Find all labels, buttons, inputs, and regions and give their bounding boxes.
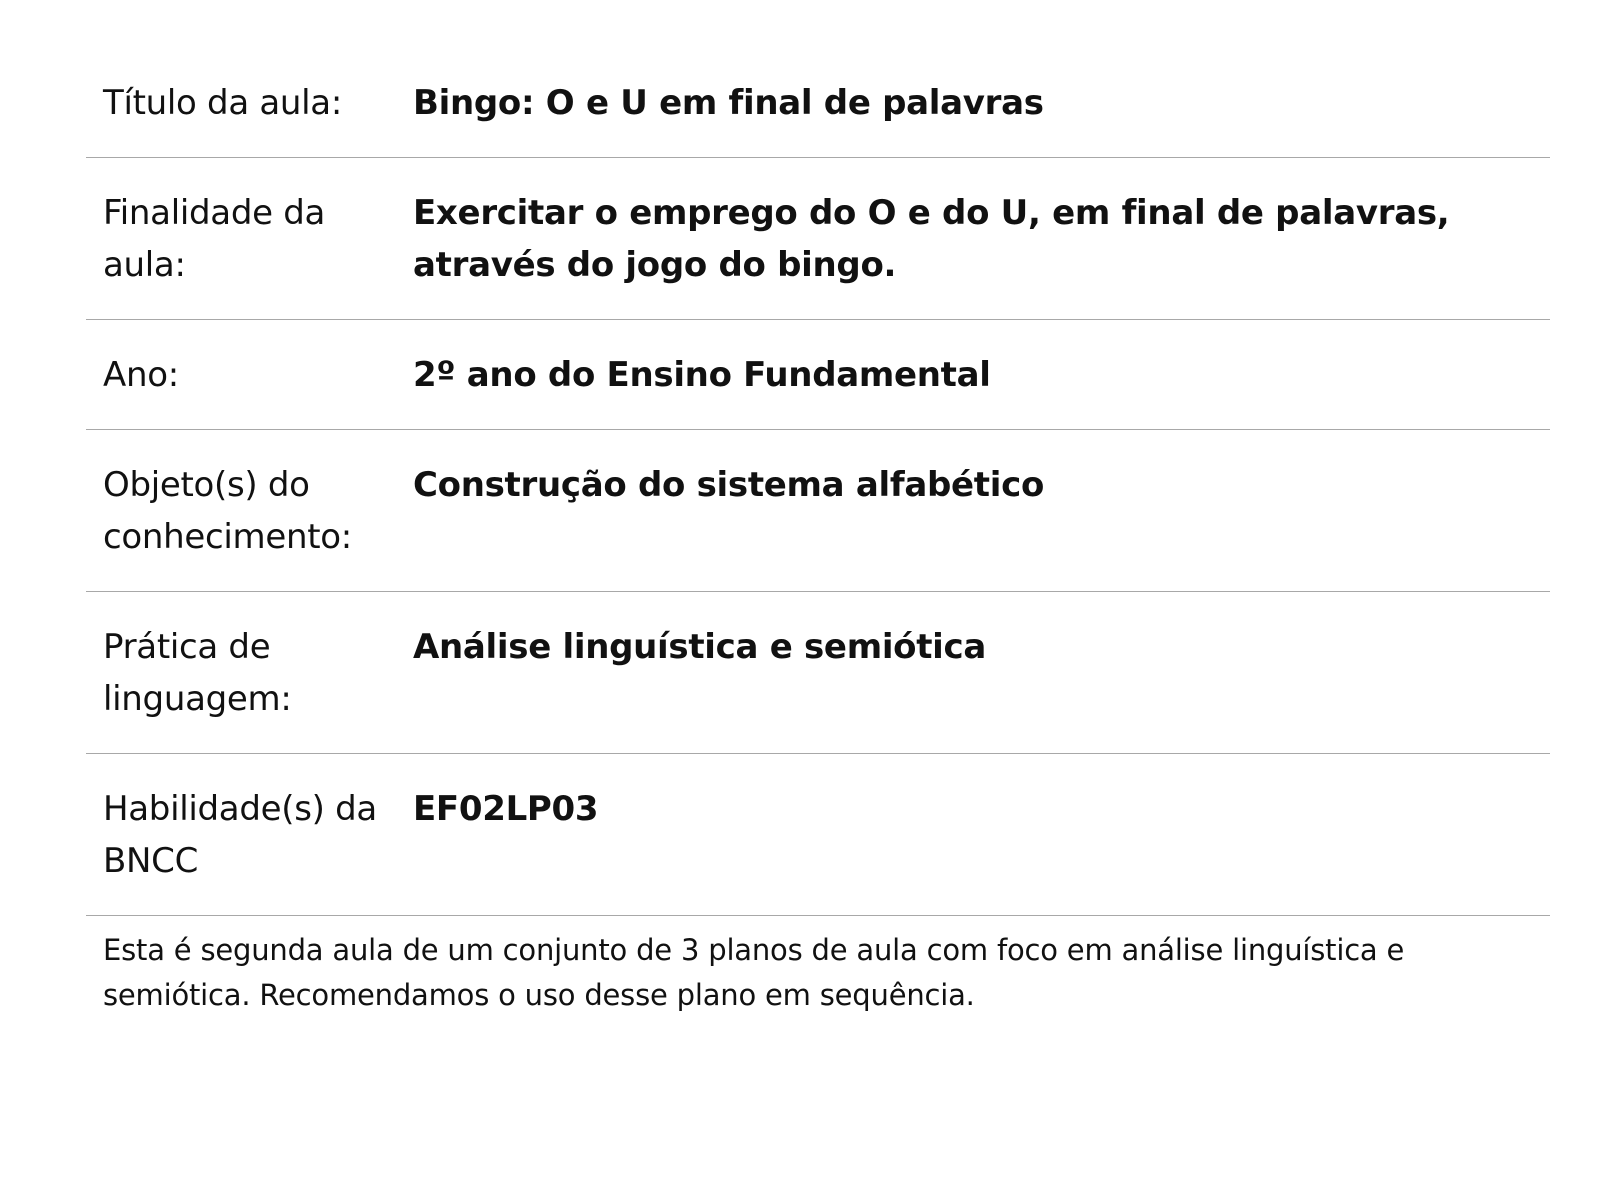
info-value: Bingo: O e U em final de palavras xyxy=(413,83,1044,123)
info-label: Título da aula: xyxy=(103,83,342,123)
info-row-title xyxy=(86,52,1550,158)
sequence-note: Esta é segunda aula de um conjunto de 3 planos de aula com foco em análise linguística e semiótica. Recomendamos o uso desse plano em sequência. xyxy=(103,933,1405,1012)
info-row-purpose xyxy=(86,158,1550,320)
info-value: Construção do sistema alfabético xyxy=(413,465,1045,505)
info-row-knowledge-object xyxy=(86,430,1550,592)
info-label: Prática de linguagem: xyxy=(103,627,292,719)
info-label: Objeto(s) do conhecimento: xyxy=(103,465,352,557)
lesson-plan-sheet xyxy=(86,52,1550,1018)
info-row-bncc-skills xyxy=(86,754,1550,916)
info-label: Ano: xyxy=(103,355,179,395)
info-label: Finalidade da aula: xyxy=(103,193,326,285)
info-value: 2º ano do Ensino Fundamental xyxy=(413,355,991,395)
info-row-year xyxy=(86,320,1550,430)
info-label: Habilidade(s) da BNCC xyxy=(103,789,377,881)
info-value: Exercitar o emprego do O e do U, em final de palavras, através do jogo do bingo. xyxy=(413,193,1450,285)
lesson-info-table xyxy=(86,52,1550,916)
info-value: Análise linguística e semiótica xyxy=(413,627,987,667)
info-row-language-practice xyxy=(86,592,1550,754)
info-value: EF02LP03 xyxy=(413,789,599,829)
